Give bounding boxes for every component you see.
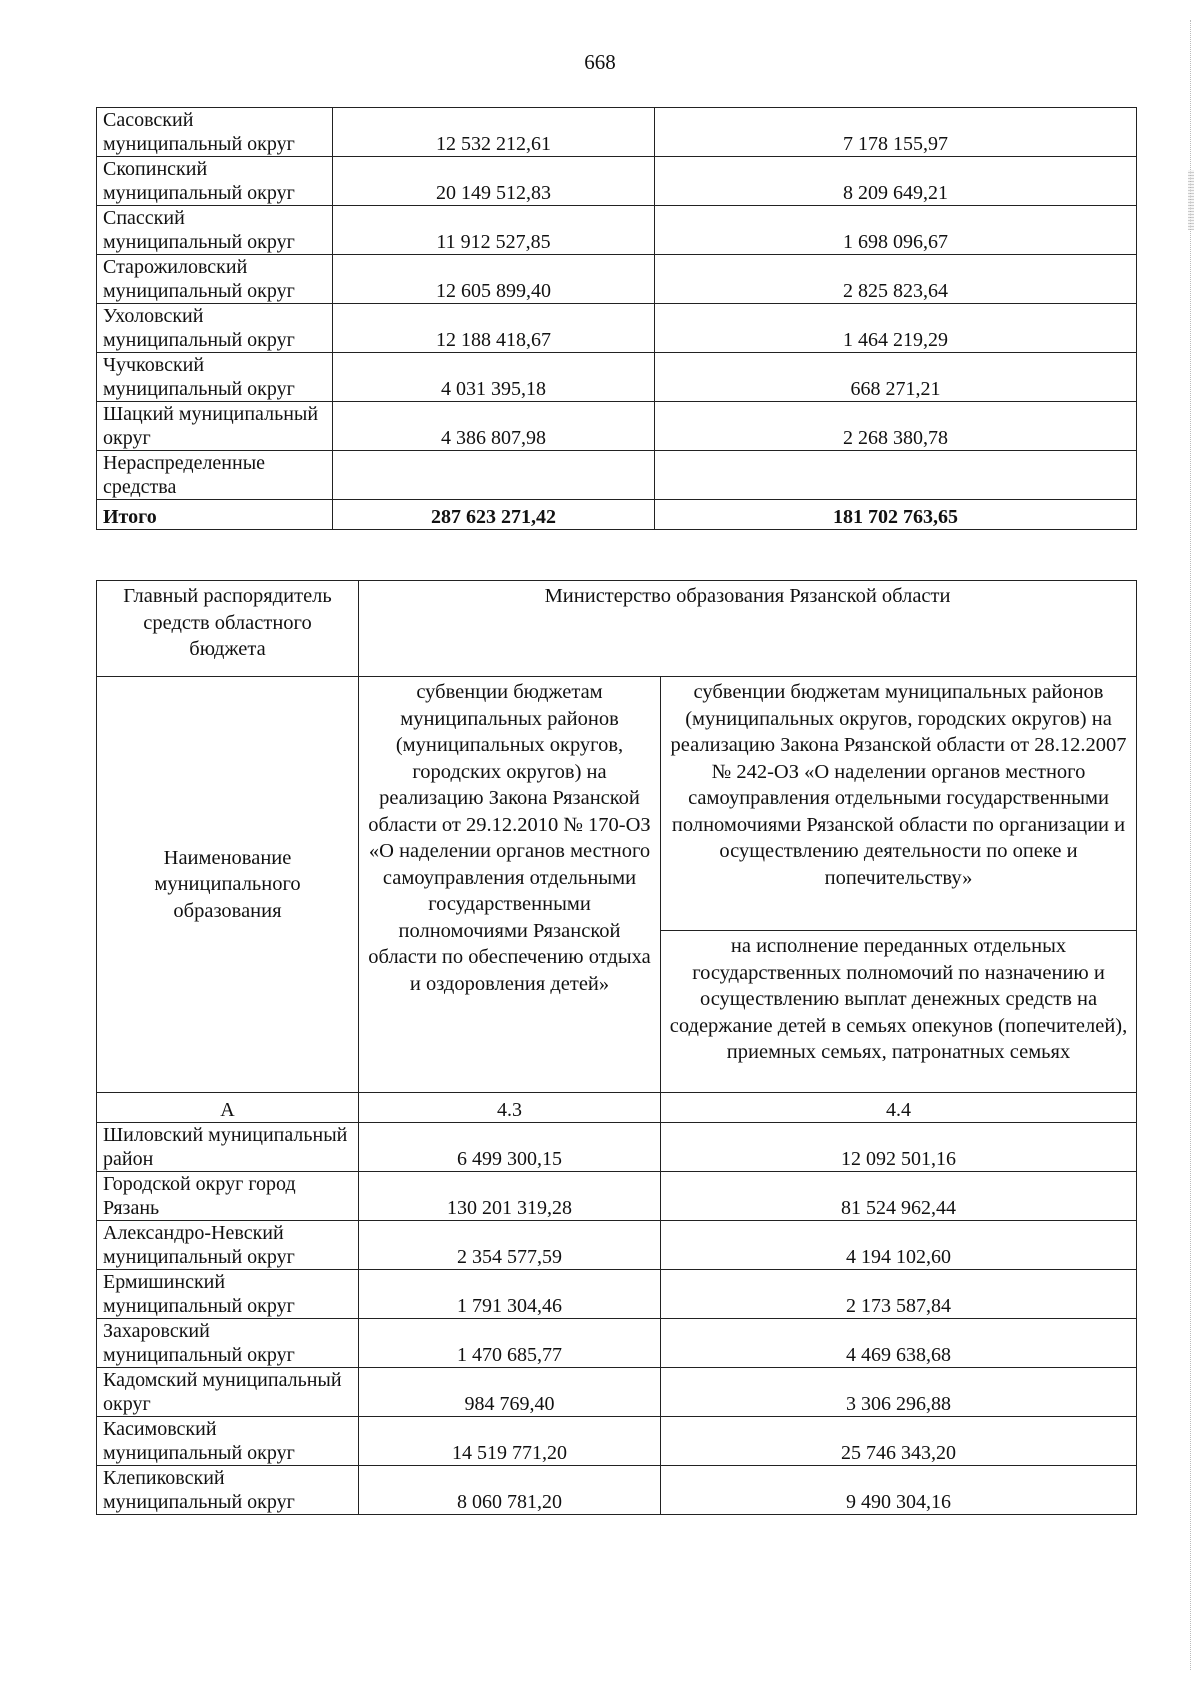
table-main [96, 580, 1137, 1515]
col-4-4-description: субвенции бюджетам муниципальных районов (муниципальных округов, городских округов) на реализацию Закона Рязанской области от 28.12.2007 № 242-ОЗ «О наделении органов местного самоуправления отдельными государственными полномочиями Рязанской области по организации и осуществлению деятельности по опеке и попечительству» [661, 677, 1137, 931]
code-4-3: 4.3 [359, 1093, 661, 1123]
table-row [97, 206, 1137, 255]
value-4-3: 14 519 771,20 [359, 1417, 661, 1466]
table-row [97, 1221, 1137, 1270]
municipality-name: Шацкий муниципальный округ [97, 402, 333, 451]
table-row [97, 108, 1137, 157]
table-row [97, 1172, 1137, 1221]
total-col1: 287 623 271,42 [333, 500, 655, 530]
value-col1: 4 386 807,98 [333, 402, 655, 451]
value-4-3: 1 470 685,77 [359, 1319, 661, 1368]
total-col2: 181 702 763,65 [655, 500, 1137, 530]
value-col2: 1 698 096,67 [655, 206, 1137, 255]
value-col2: 1 464 219,29 [655, 304, 1137, 353]
description-row [97, 677, 1137, 931]
municipality-name: Ухоловский муниципальный округ [97, 304, 333, 353]
municipality-name: Ермишинский муниципальный округ [97, 1270, 359, 1319]
value-col2 [655, 451, 1137, 500]
table-row [97, 255, 1137, 304]
value-col1: 12 532 212,61 [333, 108, 655, 157]
municipality-name: Шиловский муниципальный район [97, 1123, 359, 1172]
value-col2: 2 825 823,64 [655, 255, 1137, 304]
page-number: 668 [584, 50, 616, 74]
municipality-name: Кадомский муниципальный округ [97, 1368, 359, 1417]
municipality-name: Нераспределенные средства [97, 451, 333, 500]
total-row [97, 500, 1137, 530]
value-4-4: 4 194 102,60 [661, 1221, 1137, 1270]
municipality-name: Клепиковский муниципальный округ [97, 1466, 359, 1515]
municipality-name: Сасовский муниципальный округ [97, 108, 333, 157]
code-4-4: 4.4 [661, 1093, 1137, 1123]
value-col2: 8 209 649,21 [655, 157, 1137, 206]
table-row [97, 1368, 1137, 1417]
municipality-name: Александро-Невский муниципальный округ [97, 1221, 359, 1270]
municipality-name: Городской округ город Рязань [97, 1172, 359, 1221]
value-col2: 668 271,21 [655, 353, 1137, 402]
table-row [97, 1466, 1137, 1515]
municipality-name: Скопинский муниципальный округ [97, 157, 333, 206]
value-col1: 20 149 512,83 [333, 157, 655, 206]
municipality-name: Спасский муниципальный округ [97, 206, 333, 255]
value-col2: 2 268 380,78 [655, 402, 1137, 451]
distributor-row [97, 581, 1137, 677]
table-row [97, 402, 1137, 451]
table-row [97, 1319, 1137, 1368]
distributor-label: Главный распорядитель средств областного бюджета [97, 581, 359, 677]
value-4-4: 12 092 501,16 [661, 1123, 1137, 1172]
scan-edge-artifact [1190, 20, 1193, 1670]
total-label: Итого [97, 500, 333, 530]
value-4-4: 4 469 638,68 [661, 1319, 1137, 1368]
value-4-4: 2 173 587,84 [661, 1270, 1137, 1319]
table-row [97, 451, 1137, 500]
table-row [97, 1270, 1137, 1319]
col-4-4-sub-description: на исполнение переданных отдельных государственных полномочий по назначению и осуществлению выплат денежных средств на содержание детей в семьях опекунов (попечителей), приемных семьях, патронатных семьях [661, 931, 1137, 1093]
municipality-name: Чучковский муниципальный округ [97, 353, 333, 402]
code-a: А [97, 1093, 359, 1123]
municipality-name: Старожиловский муниципальный округ [97, 255, 333, 304]
value-4-3: 2 354 577,59 [359, 1221, 661, 1270]
value-4-4: 3 306 296,88 [661, 1368, 1137, 1417]
value-4-3: 6 499 300,15 [359, 1123, 661, 1172]
table-row [97, 304, 1137, 353]
table-row [97, 157, 1137, 206]
value-4-3: 1 791 304,46 [359, 1270, 661, 1319]
table-row [97, 353, 1137, 402]
value-col1: 12 188 418,67 [333, 304, 655, 353]
table-row [97, 1123, 1137, 1172]
municipality-name: Захаровский муниципальный округ [97, 1319, 359, 1368]
municipality-label: Наименование муниципального образования [97, 677, 359, 1093]
value-4-4: 25 746 343,20 [661, 1417, 1137, 1466]
value-col1: 4 031 395,18 [333, 353, 655, 402]
table-row [97, 1417, 1137, 1466]
value-col1 [333, 451, 655, 500]
value-col1: 12 605 899,40 [333, 255, 655, 304]
value-col1: 11 912 527,85 [333, 206, 655, 255]
value-4-4: 81 524 962,44 [661, 1172, 1137, 1221]
municipality-name: Касимовский муниципальный округ [97, 1417, 359, 1466]
value-col2: 7 178 155,97 [655, 108, 1137, 157]
distributor-value: Министерство образования Рязанской области [359, 581, 1137, 677]
value-4-4: 9 490 304,16 [661, 1466, 1137, 1515]
col-4-3-description: субвенции бюджетам муниципальных районов (муниципальных округов, городских округов) на реализацию Закона Рязанской области от 29.12.2010 № 170-ОЗ «О наделении органов местного самоуправления отдельными государственными полномочиями Рязанской области по обеспечению отдыха и оздоровления детей» [359, 677, 661, 1093]
value-4-3: 130 201 319,28 [359, 1172, 661, 1221]
table-top [96, 107, 1137, 530]
column-codes-row [97, 1093, 1137, 1123]
value-4-3: 8 060 781,20 [359, 1466, 661, 1515]
scan-noise-artifact [1188, 170, 1194, 230]
value-4-3: 984 769,40 [359, 1368, 661, 1417]
